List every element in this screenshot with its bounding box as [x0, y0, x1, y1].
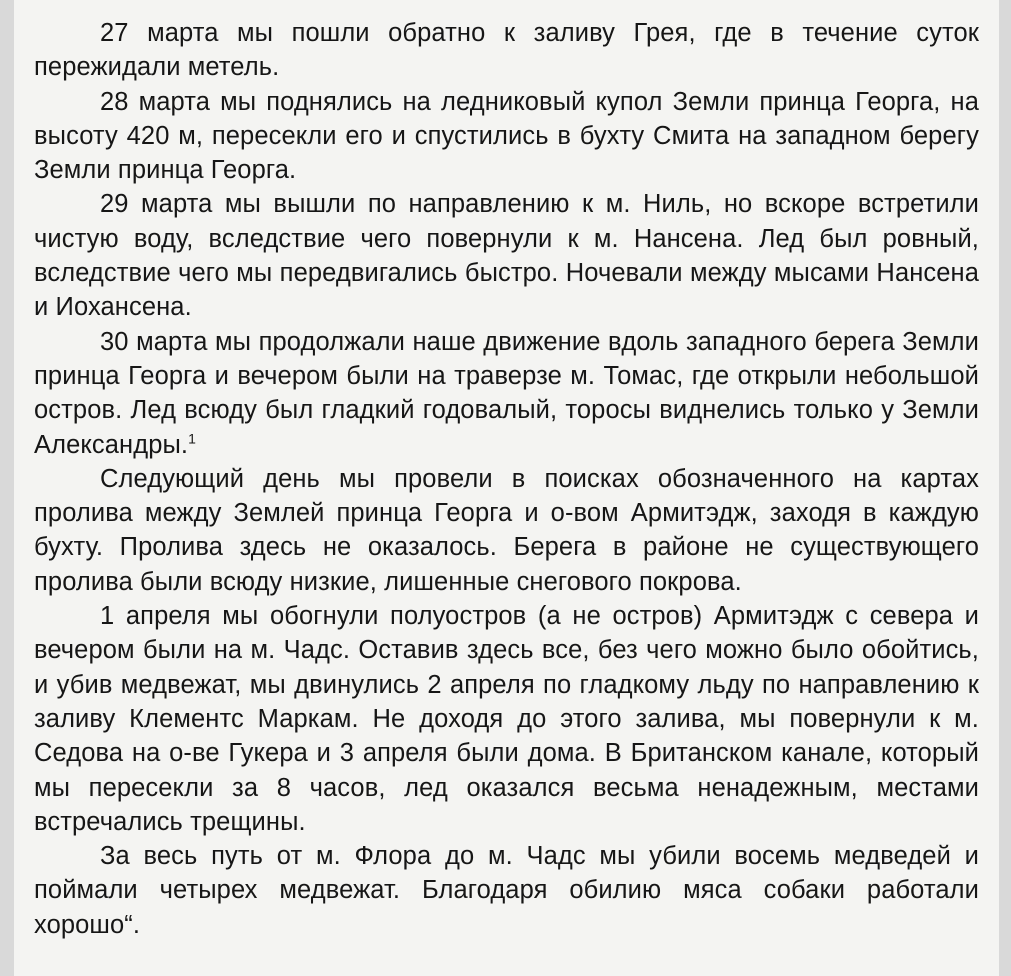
paragraph-1: 27 марта мы пошли обратно к заливу Грея, где в течение суток пережидали метель. [34, 19, 979, 82]
page-text [34, 16, 979, 942]
paragraph-7: За весь путь от м. Флора до м. Чадс мы убили восемь медведей и поймали четырех медвежат. Благодаря обилию мяса собаки работали хорошо“. [34, 842, 979, 939]
paragraph-5: Следующий день мы провели в поисках обозначенного на картах пролива между Землей принца Георга и о-вом Армитэдж, заходя в каждую бухту. Пролива здесь не оказалось. Берега в районе не существующего пролива были всюду низкие, лишенные снегового покрова. [34, 464, 979, 596]
paragraph-2: 28 марта мы поднялись на ледниковый купол Земли принца Георга, на высоту 420 м, пересекли его и спустились в бухту Смита на западном берегу Земли принца Георга. [34, 87, 979, 185]
paragraph-3: 29 марта мы вышли по направлению к м. Ниль, но вскоре встретили чистую воду, вследствие чего повернули к м. Нансена. Лед был ровный, вследствие чего мы передвигались быстро. Ночевали между мысами Нансена и Иохансена. [34, 190, 979, 322]
paragraph-4 [34, 325, 979, 462]
book-page [14, 0, 999, 976]
footnote-marker: 1 [188, 430, 196, 447]
paragraph-4-text: 30 марта мы продолжали наше движение вдоль западного берега Земли принца Георга и вечером были на траверзе м. Томас, где открыли небольшой остров. Лед всюду был гладкий годовалый, торосы виднелись только у Земли Александры. [34, 327, 979, 459]
paragraph-6: 1 апреля мы обогнули полуостров (а не остров) Армитэдж с севера и вечером были на м. Чадс. Оставив здесь все, без чего можно было обойтись, и убив медвежат, мы двинулись 2 апреля по гладкому льду по направлению к заливу Клементс Маркам. Не доходя до этого залива, мы повернули к м. Седова на о-ве Гукера и 3 апреля были дома. В Британском канале, который мы пересекли за 8 часов, лед оказался весьма ненадежным, местами встречались трещины. [34, 602, 979, 836]
